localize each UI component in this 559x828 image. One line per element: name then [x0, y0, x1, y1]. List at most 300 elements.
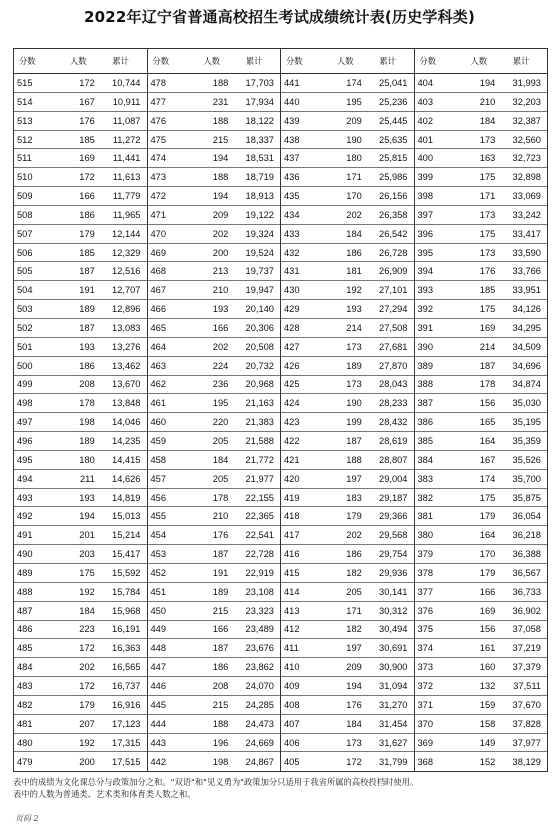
count-cell: 192 — [79, 586, 95, 597]
count-cell: 191 — [79, 285, 95, 296]
note-line: 表中的成绩为文化课总分与政策加分之和。"双语"和"见义勇为"政策加分只适用于我省所属的高校投档时使用。 — [13, 777, 419, 787]
table-row — [148, 376, 281, 395]
count-cell: 191 — [212, 567, 229, 578]
table-row — [148, 149, 281, 168]
count-cell: 164 — [479, 530, 496, 541]
table-row — [14, 413, 147, 432]
cumulative-cell: 27,870 — [379, 360, 408, 371]
cumulative-cell: 22,728 — [245, 549, 274, 560]
count-cell: 184 — [346, 228, 362, 239]
cumulative-cell: 14,819 — [112, 492, 141, 503]
score-cell: 484 — [17, 662, 33, 673]
table-row — [281, 244, 414, 263]
count-cell: 181 — [346, 266, 362, 277]
count-cell: 149 — [479, 737, 496, 748]
cumulative-cell: 10,911 — [112, 96, 141, 107]
table-row — [148, 564, 281, 583]
header-cumulative: 累计 — [512, 56, 530, 67]
table-row — [14, 93, 147, 112]
cumulative-cell: 18,719 — [245, 172, 274, 183]
count-cell: 231 — [212, 96, 229, 107]
table-row — [415, 225, 548, 244]
table-row — [14, 187, 147, 206]
cumulative-cell: 20,732 — [245, 360, 274, 371]
score-cell: 480 — [17, 737, 33, 748]
table-row — [415, 752, 548, 771]
score-cell: 477 — [150, 96, 167, 107]
count-cell: 172 — [79, 643, 95, 654]
cumulative-cell: 12,516 — [112, 266, 141, 277]
count-cell: 156 — [479, 624, 496, 635]
score-cell: 389 — [417, 360, 434, 371]
count-cell: 200 — [79, 756, 95, 767]
cumulative-cell: 27,681 — [379, 341, 408, 352]
cumulative-cell: 22,541 — [245, 530, 274, 541]
cumulative-cell: 18,913 — [245, 191, 274, 202]
score-cell: 390 — [417, 341, 434, 352]
cumulative-cell: 18,122 — [245, 115, 274, 126]
score-cell: 488 — [17, 586, 33, 597]
table-row — [148, 621, 281, 640]
table-row — [148, 583, 281, 602]
table-row — [281, 319, 414, 338]
table-row — [281, 413, 414, 432]
cumulative-cell: 31,454 — [379, 718, 408, 729]
count-cell: 186 — [346, 549, 362, 560]
table-row — [14, 734, 147, 753]
count-cell: 190 — [346, 134, 362, 145]
table-row — [415, 187, 548, 206]
cumulative-cell: 31,270 — [379, 699, 408, 710]
count-cell: 160 — [479, 662, 496, 673]
score-cell: 495 — [17, 454, 33, 465]
cumulative-cell: 32,723 — [512, 153, 541, 164]
cumulative-cell: 32,387 — [512, 115, 541, 126]
score-cell: 443 — [150, 737, 167, 748]
count-cell: 184 — [212, 454, 229, 465]
score-cell: 375 — [417, 624, 434, 635]
cumulative-cell: 26,358 — [379, 209, 408, 220]
score-cell: 512 — [17, 134, 33, 145]
count-cell: 172 — [79, 77, 95, 88]
score-cell: 472 — [150, 191, 167, 202]
table-row — [281, 112, 414, 131]
count-cell: 176 — [346, 699, 362, 710]
cumulative-cell: 12,707 — [112, 285, 141, 296]
cumulative-cell: 24,867 — [245, 756, 274, 767]
count-cell: 187 — [79, 322, 95, 333]
score-cell: 508 — [17, 209, 33, 220]
table-row — [281, 715, 414, 734]
table-row — [14, 319, 147, 338]
count-cell: 205 — [212, 436, 229, 446]
score-cell: 454 — [150, 530, 167, 541]
table-row — [14, 281, 147, 300]
page-number: 页码 2 — [15, 814, 39, 823]
table-row — [148, 752, 281, 771]
score-cell: 387 — [417, 398, 434, 409]
cumulative-cell: 37,511 — [513, 680, 541, 691]
table-row — [281, 752, 414, 771]
table-row — [281, 734, 414, 753]
count-cell: 189 — [346, 360, 362, 371]
count-cell: 197 — [346, 473, 362, 484]
count-cell: 202 — [346, 530, 362, 541]
count-cell: 187 — [212, 643, 229, 654]
count-cell: 208 — [79, 379, 95, 390]
cumulative-cell: 18,531 — [245, 153, 274, 164]
score-cell: 398 — [417, 191, 434, 202]
cumulative-cell: 21,163 — [245, 398, 274, 409]
score-cell: 394 — [417, 266, 434, 277]
cumulative-cell: 23,862 — [245, 662, 274, 673]
table-row — [281, 432, 414, 451]
cumulative-cell: 11,087 — [112, 115, 141, 126]
score-cell: 461 — [150, 398, 167, 409]
score-cell: 414 — [284, 586, 300, 597]
table-row — [148, 602, 281, 621]
score-cell: 442 — [150, 756, 167, 767]
table-row — [14, 300, 147, 319]
table-row — [14, 696, 147, 715]
count-cell: 192 — [79, 737, 95, 748]
cumulative-cell: 34,696 — [512, 360, 541, 371]
count-cell: 198 — [79, 417, 95, 428]
table-header-row — [148, 49, 281, 74]
count-cell: 176 — [212, 530, 229, 541]
score-cell: 434 — [284, 209, 300, 220]
count-cell: 210 — [479, 96, 496, 107]
count-cell: 203 — [79, 549, 95, 560]
cumulative-cell: 35,700 — [512, 473, 541, 484]
cumulative-cell: 25,815 — [379, 153, 408, 164]
table-row — [415, 470, 548, 489]
table-row — [415, 376, 548, 395]
cumulative-cell: 12,896 — [112, 304, 141, 315]
table-row — [14, 752, 147, 771]
cumulative-cell: 33,590 — [512, 247, 541, 258]
cumulative-cell: 10,744 — [112, 77, 141, 88]
table-row — [281, 262, 414, 281]
score-cell: 382 — [417, 492, 434, 503]
score-cell: 510 — [17, 172, 33, 183]
cumulative-cell: 37,977 — [512, 737, 541, 748]
count-cell: 208 — [212, 680, 229, 691]
table-row — [14, 244, 147, 263]
count-cell: 185 — [79, 247, 95, 258]
table-row — [281, 545, 414, 564]
cumulative-cell: 11,441 — [112, 153, 141, 164]
cumulative-cell: 21,588 — [245, 436, 274, 446]
score-cell: 411 — [284, 643, 299, 654]
count-cell: 209 — [346, 115, 362, 126]
score-cell: 437 — [284, 153, 300, 164]
score-cell: 433 — [284, 228, 300, 239]
cumulative-cell: 19,524 — [245, 247, 274, 258]
score-cell: 463 — [150, 360, 167, 371]
count-cell: 173 — [479, 134, 496, 145]
count-cell: 188 — [212, 172, 229, 183]
count-cell: 184 — [79, 605, 95, 616]
count-cell: 193 — [79, 492, 95, 503]
note-line: 表中的人数为普通类、艺术类和体育类人数之和。 — [13, 789, 196, 799]
count-cell: 182 — [346, 624, 362, 635]
table-row — [415, 131, 548, 150]
table-row — [14, 526, 147, 545]
table-row — [415, 677, 548, 696]
score-cell: 416 — [284, 549, 300, 560]
score-cell: 430 — [284, 285, 300, 296]
table-row — [148, 93, 281, 112]
cumulative-cell: 27,294 — [379, 304, 408, 315]
cumulative-cell: 35,195 — [512, 417, 541, 428]
table-row — [148, 451, 281, 470]
cumulative-cell: 35,526 — [512, 454, 541, 465]
table-row — [281, 489, 414, 508]
cumulative-cell: 38,129 — [512, 756, 541, 767]
table-row — [281, 168, 414, 187]
table-row — [14, 677, 147, 696]
score-cell: 376 — [417, 605, 434, 616]
count-cell: 152 — [479, 756, 496, 767]
cumulative-cell: 26,909 — [379, 266, 408, 277]
cumulative-cell: 17,934 — [245, 96, 274, 107]
table-row — [415, 149, 548, 168]
table-row — [281, 338, 414, 357]
score-cell: 425 — [284, 379, 300, 390]
score-cell: 468 — [150, 266, 167, 277]
cumulative-cell: 29,568 — [379, 530, 408, 541]
score-cell: 385 — [417, 436, 434, 446]
cumulative-cell: 31,094 — [379, 680, 408, 691]
score-cell: 503 — [17, 304, 33, 315]
score-cell: 370 — [417, 718, 434, 729]
table-row — [14, 149, 147, 168]
score-cell: 436 — [284, 172, 300, 183]
cumulative-cell: 20,140 — [245, 304, 274, 315]
count-cell: 198 — [212, 756, 229, 767]
count-cell: 195 — [212, 398, 229, 409]
score-cell: 402 — [417, 115, 434, 126]
score-cell: 410 — [284, 662, 300, 673]
cumulative-cell: 25,236 — [379, 96, 408, 107]
cumulative-cell: 33,951 — [512, 285, 541, 296]
table-row — [281, 507, 414, 526]
cumulative-cell: 15,592 — [112, 567, 141, 578]
cumulative-cell: 19,737 — [245, 266, 274, 277]
cumulative-cell: 36,902 — [512, 605, 541, 616]
count-cell: 202 — [79, 662, 95, 673]
count-cell: 179 — [479, 567, 496, 578]
score-cell: 471 — [150, 209, 167, 220]
table-column-group — [14, 49, 147, 771]
count-cell: 193 — [346, 304, 362, 315]
score-cell: 455 — [150, 511, 167, 522]
count-cell: 194 — [479, 77, 496, 88]
count-cell: 186 — [79, 360, 95, 371]
table-row — [415, 602, 548, 621]
table-row — [415, 93, 548, 112]
table-row — [281, 526, 414, 545]
cumulative-cell: 25,986 — [379, 172, 408, 183]
cumulative-cell: 25,635 — [379, 134, 408, 145]
score-cell: 418 — [284, 511, 300, 522]
cumulative-cell: 33,766 — [512, 266, 541, 277]
cumulative-cell: 24,473 — [245, 718, 274, 729]
table-row — [14, 74, 147, 93]
table-row — [148, 262, 281, 281]
score-cell: 448 — [150, 643, 167, 654]
cumulative-cell: 23,489 — [245, 624, 274, 635]
count-cell: 192 — [346, 285, 362, 296]
cumulative-cell: 28,619 — [379, 436, 408, 446]
count-cell: 167 — [479, 454, 496, 465]
table-row — [281, 639, 414, 658]
count-cell: 184 — [346, 718, 362, 729]
table-row — [148, 187, 281, 206]
cumulative-cell: 25,445 — [379, 115, 408, 126]
score-cell: 474 — [150, 153, 167, 164]
score-cell: 478 — [150, 77, 167, 88]
count-cell: 175 — [79, 567, 95, 578]
score-cell: 470 — [150, 228, 167, 239]
score-cell: 408 — [284, 699, 300, 710]
cumulative-cell: 32,898 — [512, 172, 541, 183]
count-cell: 161 — [479, 643, 496, 654]
score-cell: 391 — [417, 322, 434, 333]
count-cell: 193 — [79, 341, 95, 352]
score-cell: 399 — [417, 172, 434, 183]
table-row — [148, 244, 281, 263]
cumulative-cell: 16,916 — [112, 699, 141, 710]
count-cell: 210 — [212, 511, 229, 522]
table-row — [14, 451, 147, 470]
header-count: 人数 — [336, 56, 354, 67]
cumulative-cell: 29,936 — [379, 567, 408, 578]
cumulative-cell: 35,359 — [512, 436, 541, 446]
table-column-group — [414, 49, 548, 771]
cumulative-cell: 31,627 — [379, 737, 408, 748]
cumulative-cell: 27,101 — [379, 285, 408, 296]
cumulative-cell: 20,306 — [245, 322, 274, 333]
table-row — [281, 206, 414, 225]
count-cell: 201 — [79, 530, 95, 541]
score-cell: 507 — [17, 228, 33, 239]
count-cell: 211 — [79, 473, 95, 484]
cumulative-cell: 14,235 — [112, 436, 141, 446]
score-cell: 374 — [417, 643, 434, 654]
score-cell: 476 — [150, 115, 167, 126]
table-row — [281, 281, 414, 300]
score-cell: 383 — [417, 473, 434, 484]
header-cumulative: 累计 — [245, 56, 263, 67]
count-cell: 202 — [212, 228, 229, 239]
count-cell: 205 — [212, 473, 229, 484]
cumulative-cell: 26,728 — [379, 247, 408, 258]
count-cell: 182 — [346, 567, 362, 578]
table-row — [415, 696, 548, 715]
count-cell: 213 — [212, 266, 229, 277]
count-cell: 175 — [479, 304, 496, 315]
cumulative-cell: 33,417 — [512, 228, 541, 239]
table-row — [415, 545, 548, 564]
table-row — [281, 131, 414, 150]
table-row — [14, 507, 147, 526]
score-cell: 438 — [284, 134, 300, 145]
table-row — [415, 319, 548, 338]
cumulative-cell: 13,276 — [112, 341, 141, 352]
table-row — [148, 677, 281, 696]
table-row — [281, 376, 414, 395]
score-cell: 384 — [417, 454, 434, 465]
count-cell: 173 — [346, 341, 362, 352]
table-row — [148, 696, 281, 715]
cumulative-cell: 16,363 — [112, 643, 141, 654]
cumulative-cell: 37,379 — [512, 662, 541, 673]
count-cell: 187 — [79, 266, 95, 277]
cumulative-cell: 32,560 — [512, 134, 541, 145]
count-cell: 173 — [479, 209, 496, 220]
count-cell: 173 — [479, 247, 496, 258]
score-cell: 403 — [417, 96, 434, 107]
score-cell: 392 — [417, 304, 434, 315]
count-cell: 170 — [479, 549, 496, 560]
count-cell: 194 — [212, 153, 229, 164]
count-cell: 167 — [79, 96, 95, 107]
score-cell: 511 — [17, 153, 32, 164]
table-row — [281, 187, 414, 206]
cumulative-cell: 12,144 — [112, 228, 141, 239]
count-cell: 214 — [346, 322, 362, 333]
cumulative-cell: 37,828 — [512, 718, 541, 729]
score-cell: 475 — [150, 134, 167, 145]
count-cell: 188 — [212, 718, 229, 729]
table-row — [14, 262, 147, 281]
table-row — [281, 470, 414, 489]
count-cell: 173 — [346, 379, 362, 390]
cumulative-cell: 13,083 — [112, 322, 141, 333]
score-cell: 445 — [150, 699, 167, 710]
cumulative-cell: 28,043 — [379, 379, 408, 390]
cumulative-cell: 23,108 — [245, 586, 274, 597]
table-row — [281, 677, 414, 696]
score-cell: 401 — [417, 134, 434, 145]
score-cell: 427 — [284, 341, 300, 352]
table-row — [415, 489, 548, 508]
score-cell: 400 — [417, 153, 434, 164]
score-cell: 386 — [417, 417, 434, 428]
cumulative-cell: 22,365 — [245, 511, 274, 522]
score-cell: 469 — [150, 247, 167, 258]
table-row — [14, 621, 147, 640]
table-row — [148, 225, 281, 244]
table-row — [281, 225, 414, 244]
table-row — [14, 583, 147, 602]
score-cell: 371 — [417, 699, 434, 710]
table-row — [148, 394, 281, 413]
count-cell: 199 — [346, 417, 362, 428]
score-cell: 446 — [150, 680, 167, 691]
cumulative-cell: 24,285 — [245, 699, 274, 710]
count-cell: 236 — [212, 379, 229, 390]
cumulative-cell: 34,126 — [512, 304, 541, 315]
table-row — [415, 658, 548, 677]
cumulative-cell: 23,323 — [245, 605, 274, 616]
count-cell: 187 — [212, 549, 229, 560]
count-cell: 158 — [479, 718, 496, 729]
count-cell: 176 — [479, 266, 496, 277]
table-row — [415, 206, 548, 225]
